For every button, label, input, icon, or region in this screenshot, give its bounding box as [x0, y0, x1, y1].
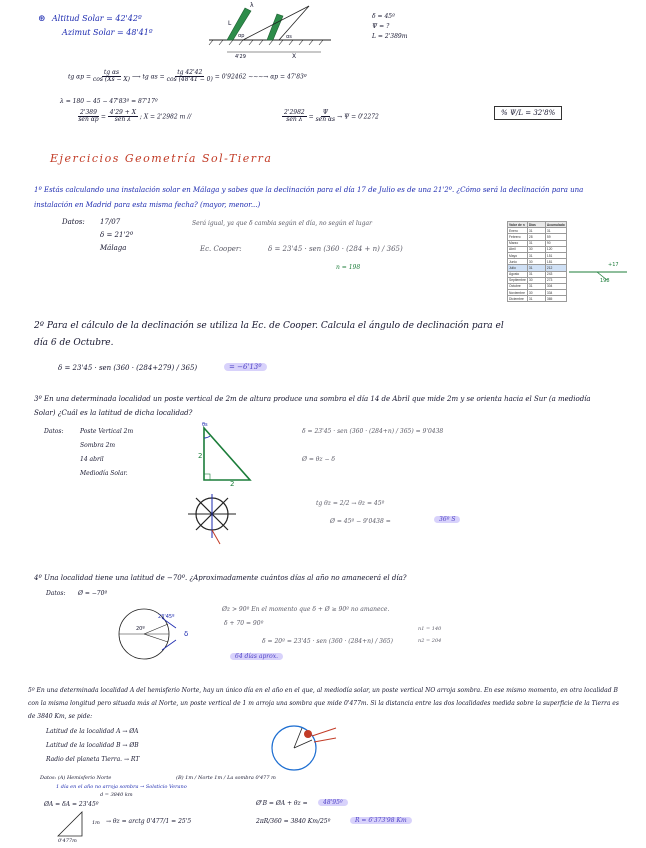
ex5-q3: Radio del planeta Tierra. → RT: [46, 756, 140, 763]
ex3-eq4: Ø = 45º − 9'0438 =: [330, 518, 391, 525]
table-cell: 30: [527, 259, 545, 265]
eq3-frac-b: $\frac{4'29 + X}{\text{sen λ}}$: [109, 109, 136, 124]
table-cell: 30: [527, 290, 545, 296]
ex4-line-3: δ = 20º = 23'45 · sen (360 · (284+n) / 365): [262, 638, 393, 645]
table-cell: Octubre: [508, 283, 528, 289]
boxed-result: % Ψ/L = 32'8%: [494, 106, 562, 120]
ex5-r4: 0'477m: [58, 838, 77, 844]
ex5-r5: Ø'B = ØA + θz =: [256, 800, 308, 807]
table-header: Acumulado: [546, 222, 565, 227]
ex5-r5-result: 48'95º: [318, 799, 348, 806]
table-cell: 334: [545, 290, 566, 296]
eq1-mid: tg αs =: [142, 73, 165, 81]
table-cell: 31: [527, 296, 545, 302]
double-slash-icon: //: [187, 113, 192, 121]
ex5-triangle: [56, 810, 92, 840]
table-cell: 30: [527, 246, 545, 252]
ex4-delta: δ: [184, 630, 189, 638]
ex1-cooper-eq: δ = 23'45 · sen (360 · (284 + n) / 365): [268, 245, 403, 253]
ex5-q2: Latitud de la localidad B → ØB: [46, 742, 139, 749]
ex3-triangle-diagram: [196, 424, 256, 488]
ex1-arrow-plus: +17: [608, 262, 619, 268]
right-psi: Ψ = ?: [372, 23, 390, 30]
table-cell: 31: [527, 240, 545, 246]
ex1-note: Será igual, ya que δ cambia según el día, no según el lugar: [192, 220, 372, 227]
ex5-q1: Latitud de la localidad A → ØA: [46, 728, 139, 735]
eq1-frac-1: $\frac{\text{tg αs}}{\cos (Xs - X)}$: [92, 69, 131, 84]
ex3-tri-bottom: 2: [230, 480, 235, 488]
table-cell: 365: [545, 296, 566, 302]
table-cell: 212: [545, 265, 566, 271]
table-cell: Abril: [508, 246, 528, 252]
eq4-frac-b: $\frac{\Psi}{\text{sen αs}}$: [315, 109, 336, 124]
ex2-result: = −6'13º: [224, 363, 267, 371]
ex5-statement: 5º En una determinada localidad A del hemisferio Norte, hay un único día en el año en el que, al mediodía solar, un poste vertical NO arroja sombra. En ese mismo momento, en otra localidad B con la misma longitud pero situada más al Norte, un poste vertical de 1 m arroja una sombra que mide 0'477m. Si la distancia entre las dos localidades medida sobre la superficie de la Tierra es de 3840 Km, se pide:: [28, 687, 619, 720]
ex4-statement: 4º Una localidad tiene una latitud de −70º. ¿Aproximadamente cuántos días al año no amanecerá el día?: [34, 574, 407, 582]
ex4-angle-2345: 23'45º: [158, 614, 175, 620]
table-cell: 120: [545, 246, 566, 252]
ex2-eq: δ = 23'45 · sen (360 · (284+279) / 365): [58, 364, 198, 372]
ex4-n1: n1 = 140: [418, 626, 442, 632]
declination-table: [507, 221, 567, 302]
table-cell: 31: [545, 228, 566, 234]
ex3-tri-left: 2: [198, 452, 203, 460]
ex5-datos-a3: d = 3840 km: [100, 792, 133, 798]
eq2-lambda: λ = 180 − 45 − 47'83º = 87'17º: [60, 98, 158, 105]
table-cell: Mayo: [508, 252, 528, 258]
ex3-dato-3: 14 abril: [80, 456, 104, 463]
ex4-line-2: δ + 70 = 90º: [224, 620, 264, 627]
eq1-lhs: tg αp =: [68, 73, 91, 81]
ex1-statement: 1º Estás calculando una instalación solar en Málaga y sabes que la declinación para el día 17 de Julio es de una 21'2º. ¿Cómo será la declinación para una instalación en Madrid para esta misma fecha? (mayor, menor...): [34, 186, 584, 209]
ex4-angle-20: 20º: [136, 626, 145, 632]
ex3-sun-diagram: [186, 488, 246, 548]
diagram-L: L: [228, 20, 232, 27]
ex4-line-1: Øz > 90º En el momento que δ + Ø ≥ 90º no amanece.: [222, 606, 390, 613]
ex3-statement: 3º En una determinada localidad un poste vertical de 2m de altura produce una sombra el día 14 de Abril que mide 2m y se orienta hacia el Sur (a mediodía Solar) ¿Cuál es la latitud de dicha localidad?: [34, 395, 591, 417]
diagram-base-1: 4'29: [235, 54, 246, 60]
ex4-datos: Ø = −70º: [78, 590, 108, 597]
green-arrow-icon: [569, 268, 629, 282]
table-cell: 181: [545, 259, 566, 265]
ex5-datos-a: Datos: (A) Hemisferio Norte: [40, 775, 112, 781]
right-L: L = 2'389m: [372, 33, 408, 40]
ex1-dato-3: Málaga: [100, 244, 127, 252]
ex3-eq1: δ = 23'45 · sen (360 · (284+n) / 365) = 9'0438: [302, 428, 444, 435]
eq3-result: ; X = 2'2982 m: [139, 113, 186, 121]
ex3-result: 36º S: [434, 516, 460, 523]
table-header: Valor de n: [508, 222, 528, 228]
ex-top-bullet-icon: ⊛: [38, 14, 46, 24]
table-cell: 31: [527, 283, 545, 289]
table-cell: 151: [545, 252, 566, 258]
ex5-r6-result: R = 6'373'98 Km: [350, 817, 412, 824]
table-cell: Junio: [508, 259, 528, 265]
top-geometry-diagram: [205, 0, 335, 62]
ex1-n: n = 198: [336, 264, 361, 271]
table-cell: Noviembre: [508, 290, 528, 296]
ex3-dato-1: Poste Vertical 2m: [80, 428, 134, 435]
ex3-eq3: tg θz = 2/2 → θz = 45º: [316, 500, 385, 507]
ex5-r3: → θz = arctg 0'477/1 = 25'5: [106, 818, 192, 825]
altitud-solar: Altitud Solar = 42'42º: [52, 14, 142, 23]
diagram-alpha-p: αp: [238, 33, 245, 39]
table-cell: 30: [527, 277, 545, 283]
eq3-row: $\frac{2'389}{\text{sen αp}}$ = $\frac{4'29 + X}{\text{sen λ}}$ ; X = 2'2982 m //: [78, 109, 192, 124]
arrow-icon: ⟶: [131, 73, 143, 81]
right-delta: δ = 45º: [372, 13, 395, 20]
table-row: [508, 296, 567, 302]
eq3-frac-a: $\frac{2'389}{\text{sen αp}}$: [78, 109, 99, 124]
ex4-datos-label: Datos:: [46, 590, 66, 597]
table-cell: 90: [545, 240, 566, 246]
ex1-dato-1: 17/07: [100, 218, 121, 226]
ex3-datos-label: Datos:: [44, 428, 64, 435]
table-header: Días: [527, 222, 545, 228]
ex1-arrow-198: 198: [600, 278, 610, 284]
table-cell: Febrero: [508, 234, 528, 240]
eq1-result: = 0'92462: [214, 73, 247, 81]
diagram-alpha-s: αs: [286, 34, 292, 40]
diagram-base-x: X: [292, 53, 297, 60]
table-cell: 31: [527, 228, 545, 234]
table-cell: Agosto: [508, 271, 528, 277]
eq4-frac-a: $\frac{2'2982}{\text{sen λ}}$: [284, 109, 305, 124]
table-cell: Diciembre: [508, 296, 528, 302]
ex1-datos-label: Datos:: [62, 218, 85, 226]
ex4-result: 64 días aprox.: [230, 653, 283, 660]
eq4-result: Ψ = 0'2272: [344, 113, 379, 121]
ex5-r1: ØA = δA = 23'45º: [44, 801, 99, 808]
ex4-n2: n2 = 204: [418, 638, 442, 644]
table-cell: 59: [545, 234, 566, 240]
table-cell: Marzo: [508, 240, 528, 246]
eq1-frac-2: $\frac{tg 42'42}{\cos (48'41 - 0)}$: [166, 69, 213, 84]
ex3-eq2: Ø = θz − δ: [302, 456, 335, 463]
table-cell: Enero: [508, 228, 528, 234]
squiggle-arrow-icon: ∼∼∼→: [248, 73, 271, 81]
diagram-lambda: λ: [250, 2, 254, 9]
table-cell: 243: [545, 271, 566, 277]
ex5-r6: 2πR/360 = 3840 Km/25º: [256, 818, 331, 825]
azimut-solar: Azimut Solar = 48'41º: [62, 28, 153, 37]
table-cell: Julio: [508, 265, 528, 271]
eq1-row: [68, 70, 307, 84]
ex2-statement: 2º Para el cálculo de la declinación se utiliza la Ec. de Cooper. Calcula el ángulo de declinación para el día 6 de Octubre.: [34, 321, 504, 348]
ex5-datos-a2: 1 día en el año no arroja sombra → Solsticio Verano: [56, 784, 187, 790]
table-cell: 304: [545, 283, 566, 289]
ex5-r2: 1m: [92, 820, 100, 826]
table-cell: 273: [545, 277, 566, 283]
eq1-final: αp = 47'83º: [270, 73, 307, 81]
ex1-dato-2: δ = 21'2º: [100, 231, 134, 239]
arrow-icon: →: [337, 113, 344, 121]
eq4-row: $\frac{2'2982}{\text{sen λ}}$ = $\frac{\Psi}{\text{sen αs}}$ → Ψ = 0'2272: [284, 109, 379, 124]
page-title: Ejercicios Geometría Sol-Tierra: [50, 152, 273, 165]
ex5-datos-b: (B) 1m / Norte 1m / La sombra 0'477 m: [176, 775, 276, 781]
ex5-earth-diagram: [262, 716, 338, 772]
table-cell: Septiembre: [509, 278, 526, 283]
table-cell: 31: [527, 271, 545, 277]
ex4-earth-diagram: [114, 604, 184, 664]
table-cell: 31: [527, 252, 545, 258]
ex3-dato-2: Sombra 2m: [80, 442, 116, 449]
table-cell: 28: [527, 234, 545, 240]
ex1-cooper-label: Ec. Cooper:: [200, 245, 242, 253]
table-cell: 31: [527, 265, 545, 271]
ex3-theta: θs: [202, 422, 208, 428]
ex3-dato-4: Mediodía Solar.: [80, 470, 128, 477]
